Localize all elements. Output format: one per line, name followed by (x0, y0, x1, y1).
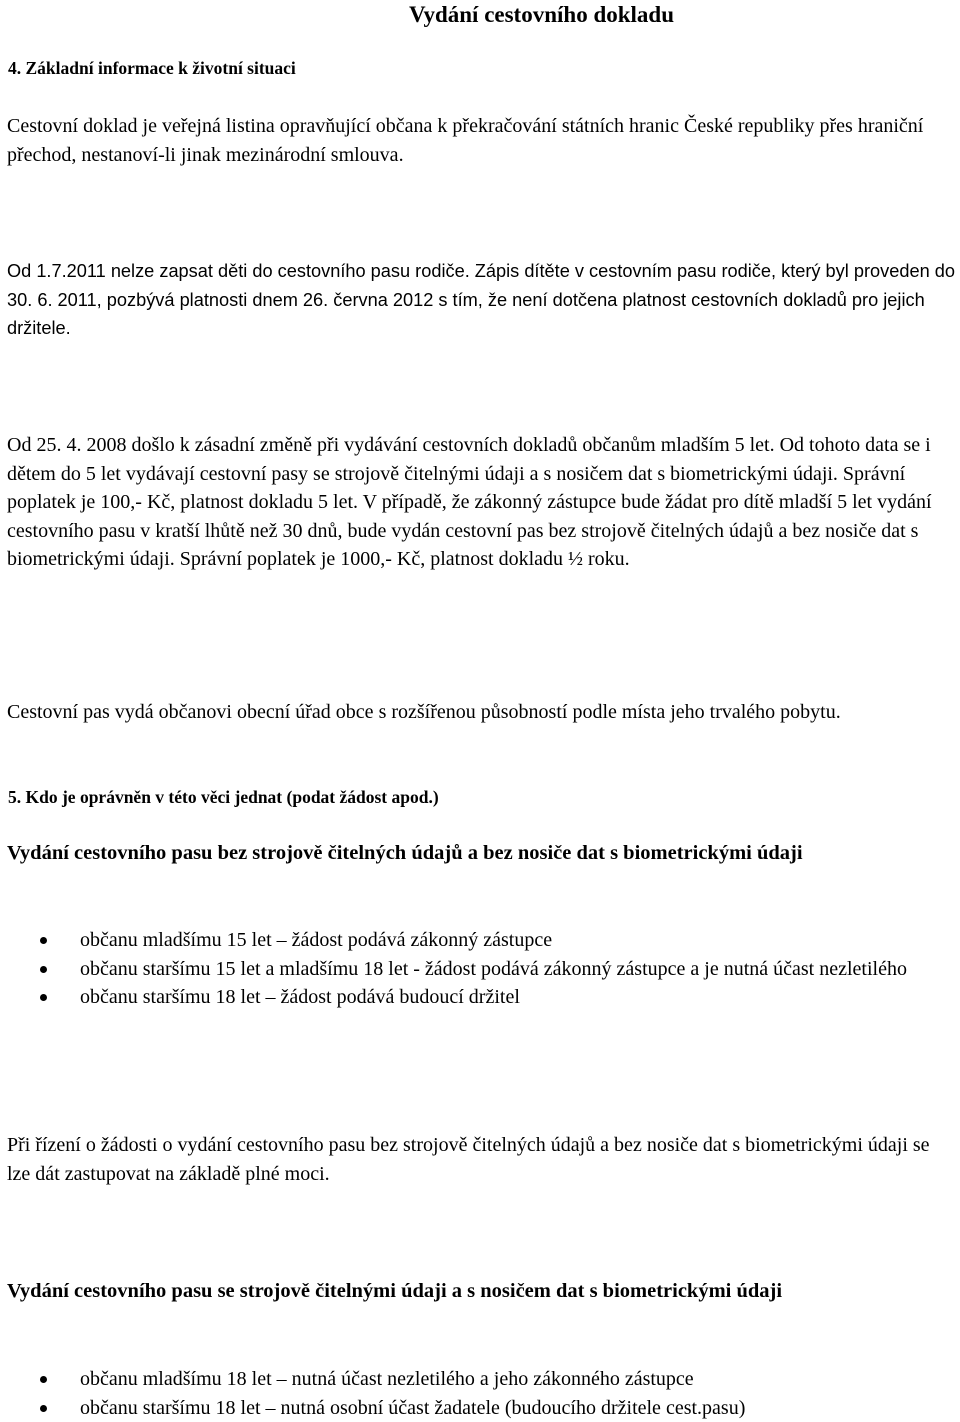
document-title: Vydání cestovního dokladu (408, 2, 674, 27)
paragraph-2008-change: Od 25. 4. 2008 došlo k zásadní změně při vydávání cestovních dokladů občanům mladším 5 let. Od tohoto data se i dětem do 5 let vydávají cestovní pasy se strojově čitelnými údaji a s nosičem dat s biometrickými údaji. Správní poplatek je 100,- Kč, platnost dokladu 5 let. V případě, že zákonný zástupce bude žádat pro dítě mladší 5 let vydání cestovního pasu v kratší lhůtě než 30 dnů, bude vydán cestovní pas bez strojově čitelných údajů a bez nosiče dat s biometrickými údaji. Správní poplatek je 1000,- Kč, platnost dokladu ½ roku. (7, 434, 932, 570)
bullet-icon (40, 966, 47, 973)
list-item: občanu staršímu 15 let a mladšímu 18 let - žádost podává zákonný zástupce a je nutná účast nezletilého (0, 955, 955, 984)
list-item: občanu staršímu 18 let – žádost podává budoucí držitel (0, 983, 955, 1012)
bullet-icon (40, 937, 47, 944)
list-item: občanu staršímu 18 let – nutná osobní účast žadatele (budoucího držitele cest.pasu) (0, 1394, 955, 1422)
list-item: občanu mladšímu 15 let – žádost podává zákonný zástupce (0, 926, 955, 955)
list-item: občanu mladšímu 18 let – nutná účast nezletilého a jeho zákonného zástupce (0, 1365, 955, 1394)
paragraph-issuing-office: Cestovní pas vydá občanovi obecní úřad obce s rozšířenou působností podle místa jeho trvalého pobytu. (7, 701, 841, 723)
bullet-icon (40, 1376, 47, 1383)
paragraph-proxy: Při řízení o žádosti o vydání cestovního pasu bez strojově čitelných údajů a bez nosiče dat s biometrickými údaji se lze dát zastupovat na základě plné moci. (7, 1134, 930, 1185)
bullet-icon (40, 1405, 47, 1412)
section-4-heading: 4. Základní informace k životní situaci (8, 58, 296, 78)
heading-passport-without-biometrics: Vydání cestovního pasu bez strojově čitelných údajů a bez nosiče dat s biometrickými údaji (7, 842, 803, 864)
paragraph-definition: Cestovní doklad je veřejná listina opravňující občana k překračování státních hranic České republiky přes hraniční přechod, nestanoví-li jinak mezinárodní smlouva. (7, 115, 924, 166)
section-5-heading: 5. Kdo je oprávněn v této věci jednat (podat žádost apod.) (8, 787, 439, 807)
list-without-biometrics (0, 926, 955, 1012)
heading-passport-with-biometrics: Vydání cestovního pasu se strojově čitelnými údaji a s nosičem dat s biometrickými údaji (7, 1280, 783, 1302)
bullet-icon (40, 994, 47, 1001)
paragraph-2011-change: Od 1.7.2011 nelze zapsat děti do cestovního pasu rodiče. Zápis dítěte v cestovním pasu rodiče, který byl proveden do 30. 6. 2011, pozbývá platnosti dnem 26. června 2012 s tím, že není dotčena platnost cestovních dokladů pro jejich držitele. (7, 261, 955, 338)
list-with-biometrics (0, 1365, 955, 1422)
